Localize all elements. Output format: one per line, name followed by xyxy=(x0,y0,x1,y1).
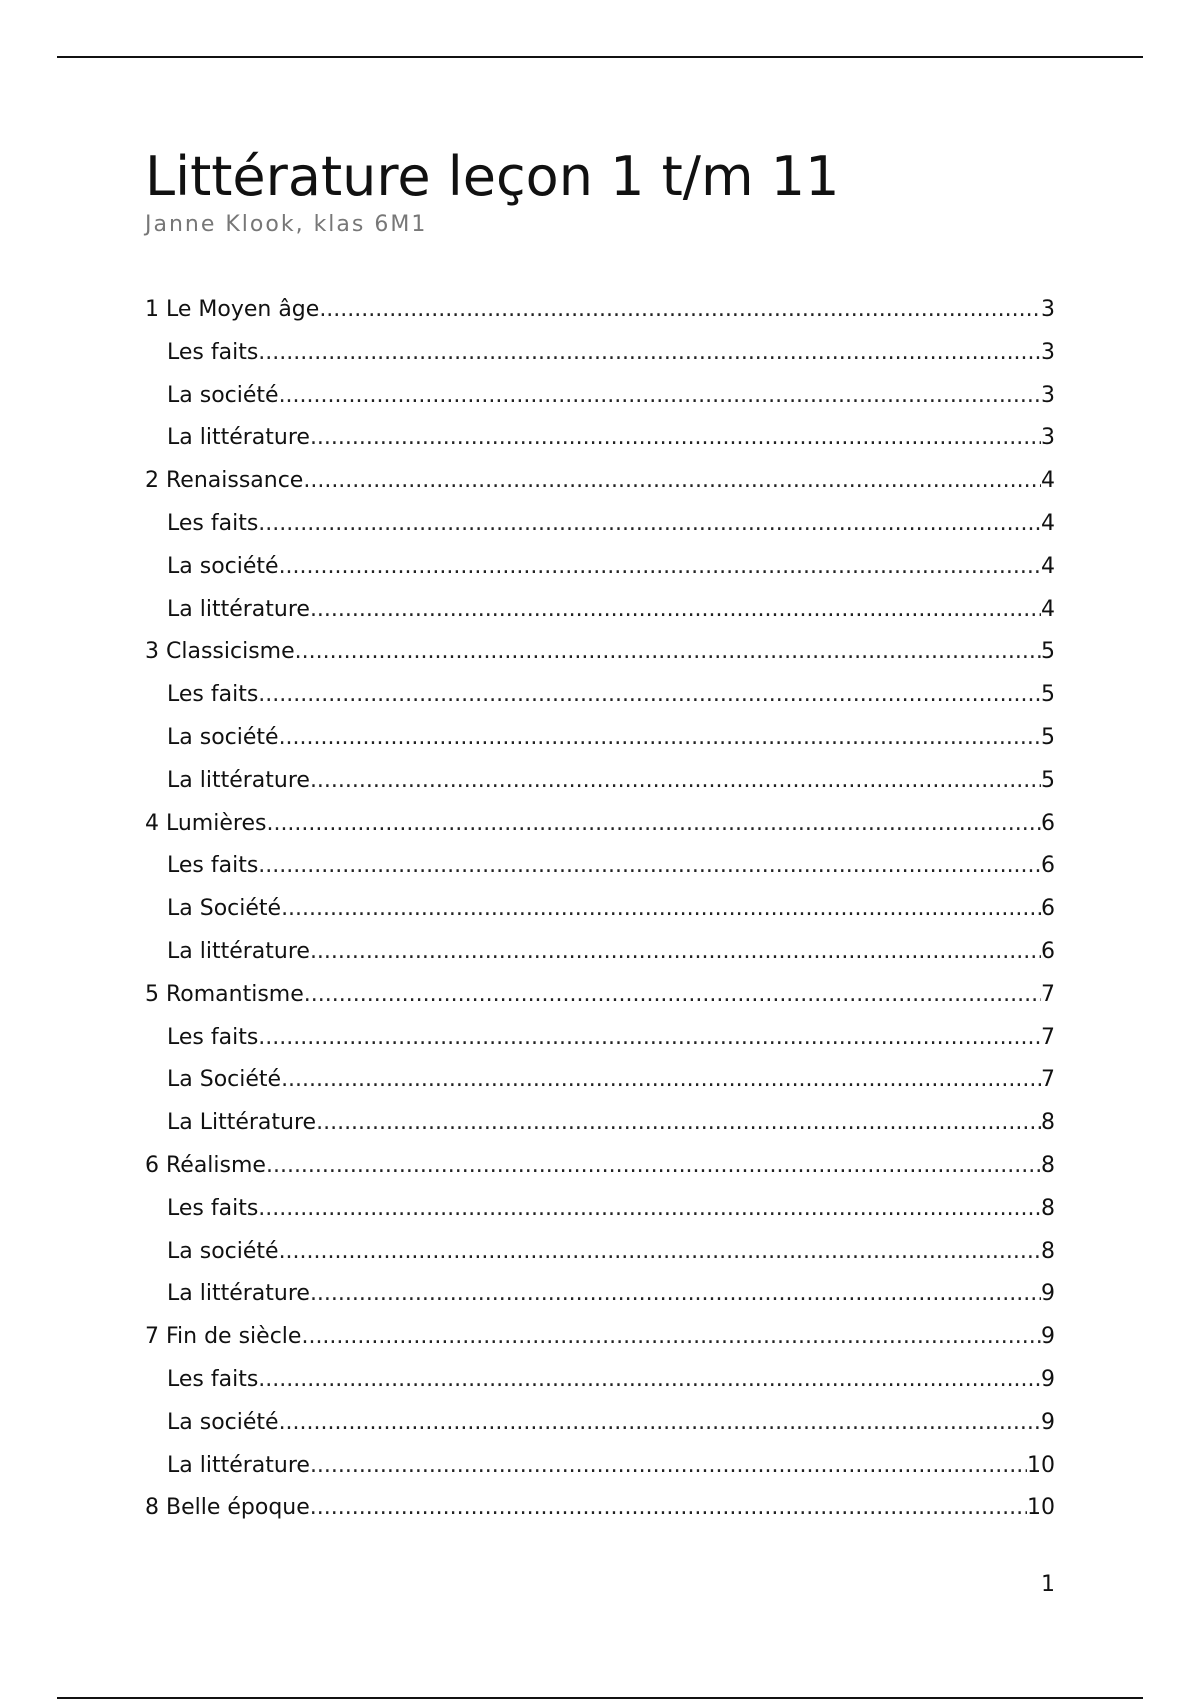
toc-entry-page: 6 xyxy=(1041,853,1055,879)
toc-entry-title: La société xyxy=(167,1238,279,1264)
toc-subsection-entry[interactable] xyxy=(145,546,1055,589)
toc-entry-page: 9 xyxy=(1041,1366,1055,1392)
toc-entry-page: 8 xyxy=(1041,1195,1055,1221)
toc-entry-title: La société xyxy=(167,724,279,750)
toc-entry-title: Les faits xyxy=(167,682,259,708)
toc-subsection-entry[interactable] xyxy=(145,503,1055,546)
toc-entry-title: La Société xyxy=(167,1067,282,1093)
toc-subsection-entry[interactable] xyxy=(145,931,1055,974)
toc-entry-title: Les faits xyxy=(167,510,259,536)
toc-dot-leader xyxy=(258,332,1041,375)
toc-entry-title: La littérature xyxy=(167,938,310,964)
toc-entry-page: 6 xyxy=(1041,810,1055,836)
toc-entry-title: 7 Fin de siècle xyxy=(145,1324,302,1350)
toc-dot-leader xyxy=(279,1231,1041,1274)
toc-entry-page: 5 xyxy=(1041,639,1055,665)
toc-entry-title: 6 Réalisme xyxy=(145,1152,266,1178)
toc-entry-page: 3 xyxy=(1041,382,1055,408)
toc-entry-page: 3 xyxy=(1041,425,1055,451)
toc-entry-title: 1 Le Moyen âge xyxy=(145,297,320,322)
toc-entry-page: 3 xyxy=(1041,339,1055,365)
toc-dot-leader xyxy=(319,289,1041,332)
toc-subsection-entry[interactable] xyxy=(145,332,1055,375)
toc-dot-leader xyxy=(281,1059,1041,1102)
header-rule xyxy=(57,56,1143,58)
toc-chapter-entry[interactable] xyxy=(145,1145,1055,1188)
toc-subsection-entry[interactable] xyxy=(145,1059,1055,1102)
toc-dot-leader xyxy=(258,503,1041,546)
toc-chapter-entry[interactable] xyxy=(145,631,1055,674)
toc-entry-page: 10 xyxy=(1027,1452,1055,1478)
toc-dot-leader xyxy=(279,717,1041,760)
toc-entry-title: Les faits xyxy=(167,1195,259,1221)
toc-entry-page: 9 xyxy=(1041,1324,1055,1350)
toc-dot-leader xyxy=(310,417,1041,460)
toc-entry-title: La Littérature xyxy=(167,1110,317,1136)
toc-dot-leader xyxy=(279,1402,1041,1445)
toc-entry-page: 8 xyxy=(1041,1238,1055,1264)
toc-entry-title: La société xyxy=(167,1409,279,1435)
toc-entry-title: 8 Belle époque xyxy=(145,1495,310,1521)
toc-subsection-entry[interactable] xyxy=(145,1231,1055,1274)
page-number: 1 xyxy=(1041,1572,1055,1597)
toc-subsection-entry[interactable] xyxy=(145,1188,1055,1231)
toc-entry-title: La littérature xyxy=(167,425,310,451)
toc-entry-title: La Société xyxy=(167,896,282,922)
toc-subsection-entry[interactable] xyxy=(145,589,1055,632)
toc-entry-page: 4 xyxy=(1041,510,1055,536)
toc-dot-leader xyxy=(258,1188,1041,1231)
toc-chapter-entry[interactable] xyxy=(145,803,1055,846)
toc-dot-leader xyxy=(310,1445,1027,1488)
toc-dot-leader xyxy=(279,546,1041,589)
toc-entry-page: 7 xyxy=(1041,1067,1055,1093)
toc-dot-leader xyxy=(266,1145,1041,1188)
toc-dot-leader xyxy=(279,375,1041,418)
document-title: Littérature leçon 1 t/m 11 xyxy=(145,145,840,208)
toc-entry-page: 4 xyxy=(1041,468,1055,494)
toc-dot-leader xyxy=(281,888,1041,931)
toc-entry-page: 5 xyxy=(1041,767,1055,793)
toc-chapter-entry[interactable] xyxy=(145,460,1055,503)
toc-entry-title: Les faits xyxy=(167,1366,259,1392)
toc-subsection-entry[interactable] xyxy=(145,375,1055,418)
toc-chapter-entry[interactable] xyxy=(145,1316,1055,1359)
toc-subsection-entry[interactable] xyxy=(145,1017,1055,1060)
table-of-contents xyxy=(145,289,1055,1530)
toc-subsection-entry[interactable] xyxy=(145,674,1055,717)
toc-dot-leader xyxy=(301,1316,1041,1359)
toc-subsection-entry[interactable] xyxy=(145,1402,1055,1445)
toc-dot-leader xyxy=(258,1359,1041,1402)
toc-entry-page: 6 xyxy=(1041,896,1055,922)
toc-subsection-entry[interactable] xyxy=(145,417,1055,460)
toc-subsection-entry[interactable] xyxy=(145,717,1055,760)
toc-entry-title: Les faits xyxy=(167,339,259,365)
toc-dot-leader xyxy=(303,460,1041,503)
toc-entry-page: 7 xyxy=(1041,981,1055,1007)
toc-dot-leader xyxy=(258,1017,1041,1060)
toc-dot-leader xyxy=(310,1273,1041,1316)
toc-dot-leader xyxy=(310,931,1041,974)
toc-subsection-entry[interactable] xyxy=(145,1359,1055,1402)
toc-entry-title: 3 Classicisme xyxy=(145,639,295,665)
toc-entry-title: La société xyxy=(167,382,279,408)
toc-dot-leader xyxy=(304,974,1041,1017)
toc-subsection-entry[interactable] xyxy=(145,845,1055,888)
toc-entry-title: Les faits xyxy=(167,853,259,879)
toc-entry-title: La littérature xyxy=(167,596,310,622)
document-subtitle: Janne Klook, klas 6M1 xyxy=(145,212,428,237)
toc-dot-leader xyxy=(310,589,1041,632)
toc-dot-leader xyxy=(310,1487,1027,1530)
toc-entry-page: 7 xyxy=(1041,1024,1055,1050)
toc-entry-page: 4 xyxy=(1041,553,1055,579)
toc-entry-title: La société xyxy=(167,553,279,579)
toc-entry-page: 5 xyxy=(1041,682,1055,708)
toc-dot-leader xyxy=(310,760,1041,803)
toc-dot-leader xyxy=(258,845,1041,888)
toc-entry-page: 9 xyxy=(1041,1409,1055,1435)
toc-entry-page: 8 xyxy=(1041,1110,1055,1136)
toc-dot-leader xyxy=(266,803,1041,846)
toc-subsection-entry[interactable] xyxy=(145,1273,1055,1316)
toc-entry-title: Les faits xyxy=(167,1024,259,1050)
toc-dot-leader xyxy=(316,1102,1041,1145)
toc-entry-title: 4 Lumières xyxy=(145,810,267,836)
toc-entry-page: 9 xyxy=(1041,1281,1055,1307)
toc-subsection-entry[interactable] xyxy=(145,760,1055,803)
toc-entry-page: 5 xyxy=(1041,724,1055,750)
toc-dot-leader xyxy=(258,674,1041,717)
toc-entry-page: 3 xyxy=(1041,297,1055,322)
toc-entry-page: 8 xyxy=(1041,1152,1055,1178)
toc-entry-title: La littérature xyxy=(167,1452,310,1478)
toc-entry-title: 2 Renaissance xyxy=(145,468,304,494)
toc-dot-leader xyxy=(295,631,1041,674)
toc-subsection-entry[interactable] xyxy=(145,1102,1055,1145)
toc-entry-title: La littérature xyxy=(167,1281,310,1307)
toc-entry-page: 10 xyxy=(1027,1495,1055,1521)
toc-entry-page: 6 xyxy=(1041,938,1055,964)
toc-chapter-entry[interactable] xyxy=(145,974,1055,1017)
toc-chapter-entry[interactable] xyxy=(145,289,1055,332)
footer-rule xyxy=(57,1697,1143,1699)
toc-entry-title: 5 Romantisme xyxy=(145,981,304,1007)
toc-chapter-entry[interactable] xyxy=(145,1487,1055,1530)
toc-entry-title: La littérature xyxy=(167,767,310,793)
toc-subsection-entry[interactable] xyxy=(145,1445,1055,1488)
toc-entry-page: 4 xyxy=(1041,596,1055,622)
toc-subsection-entry[interactable] xyxy=(145,888,1055,931)
